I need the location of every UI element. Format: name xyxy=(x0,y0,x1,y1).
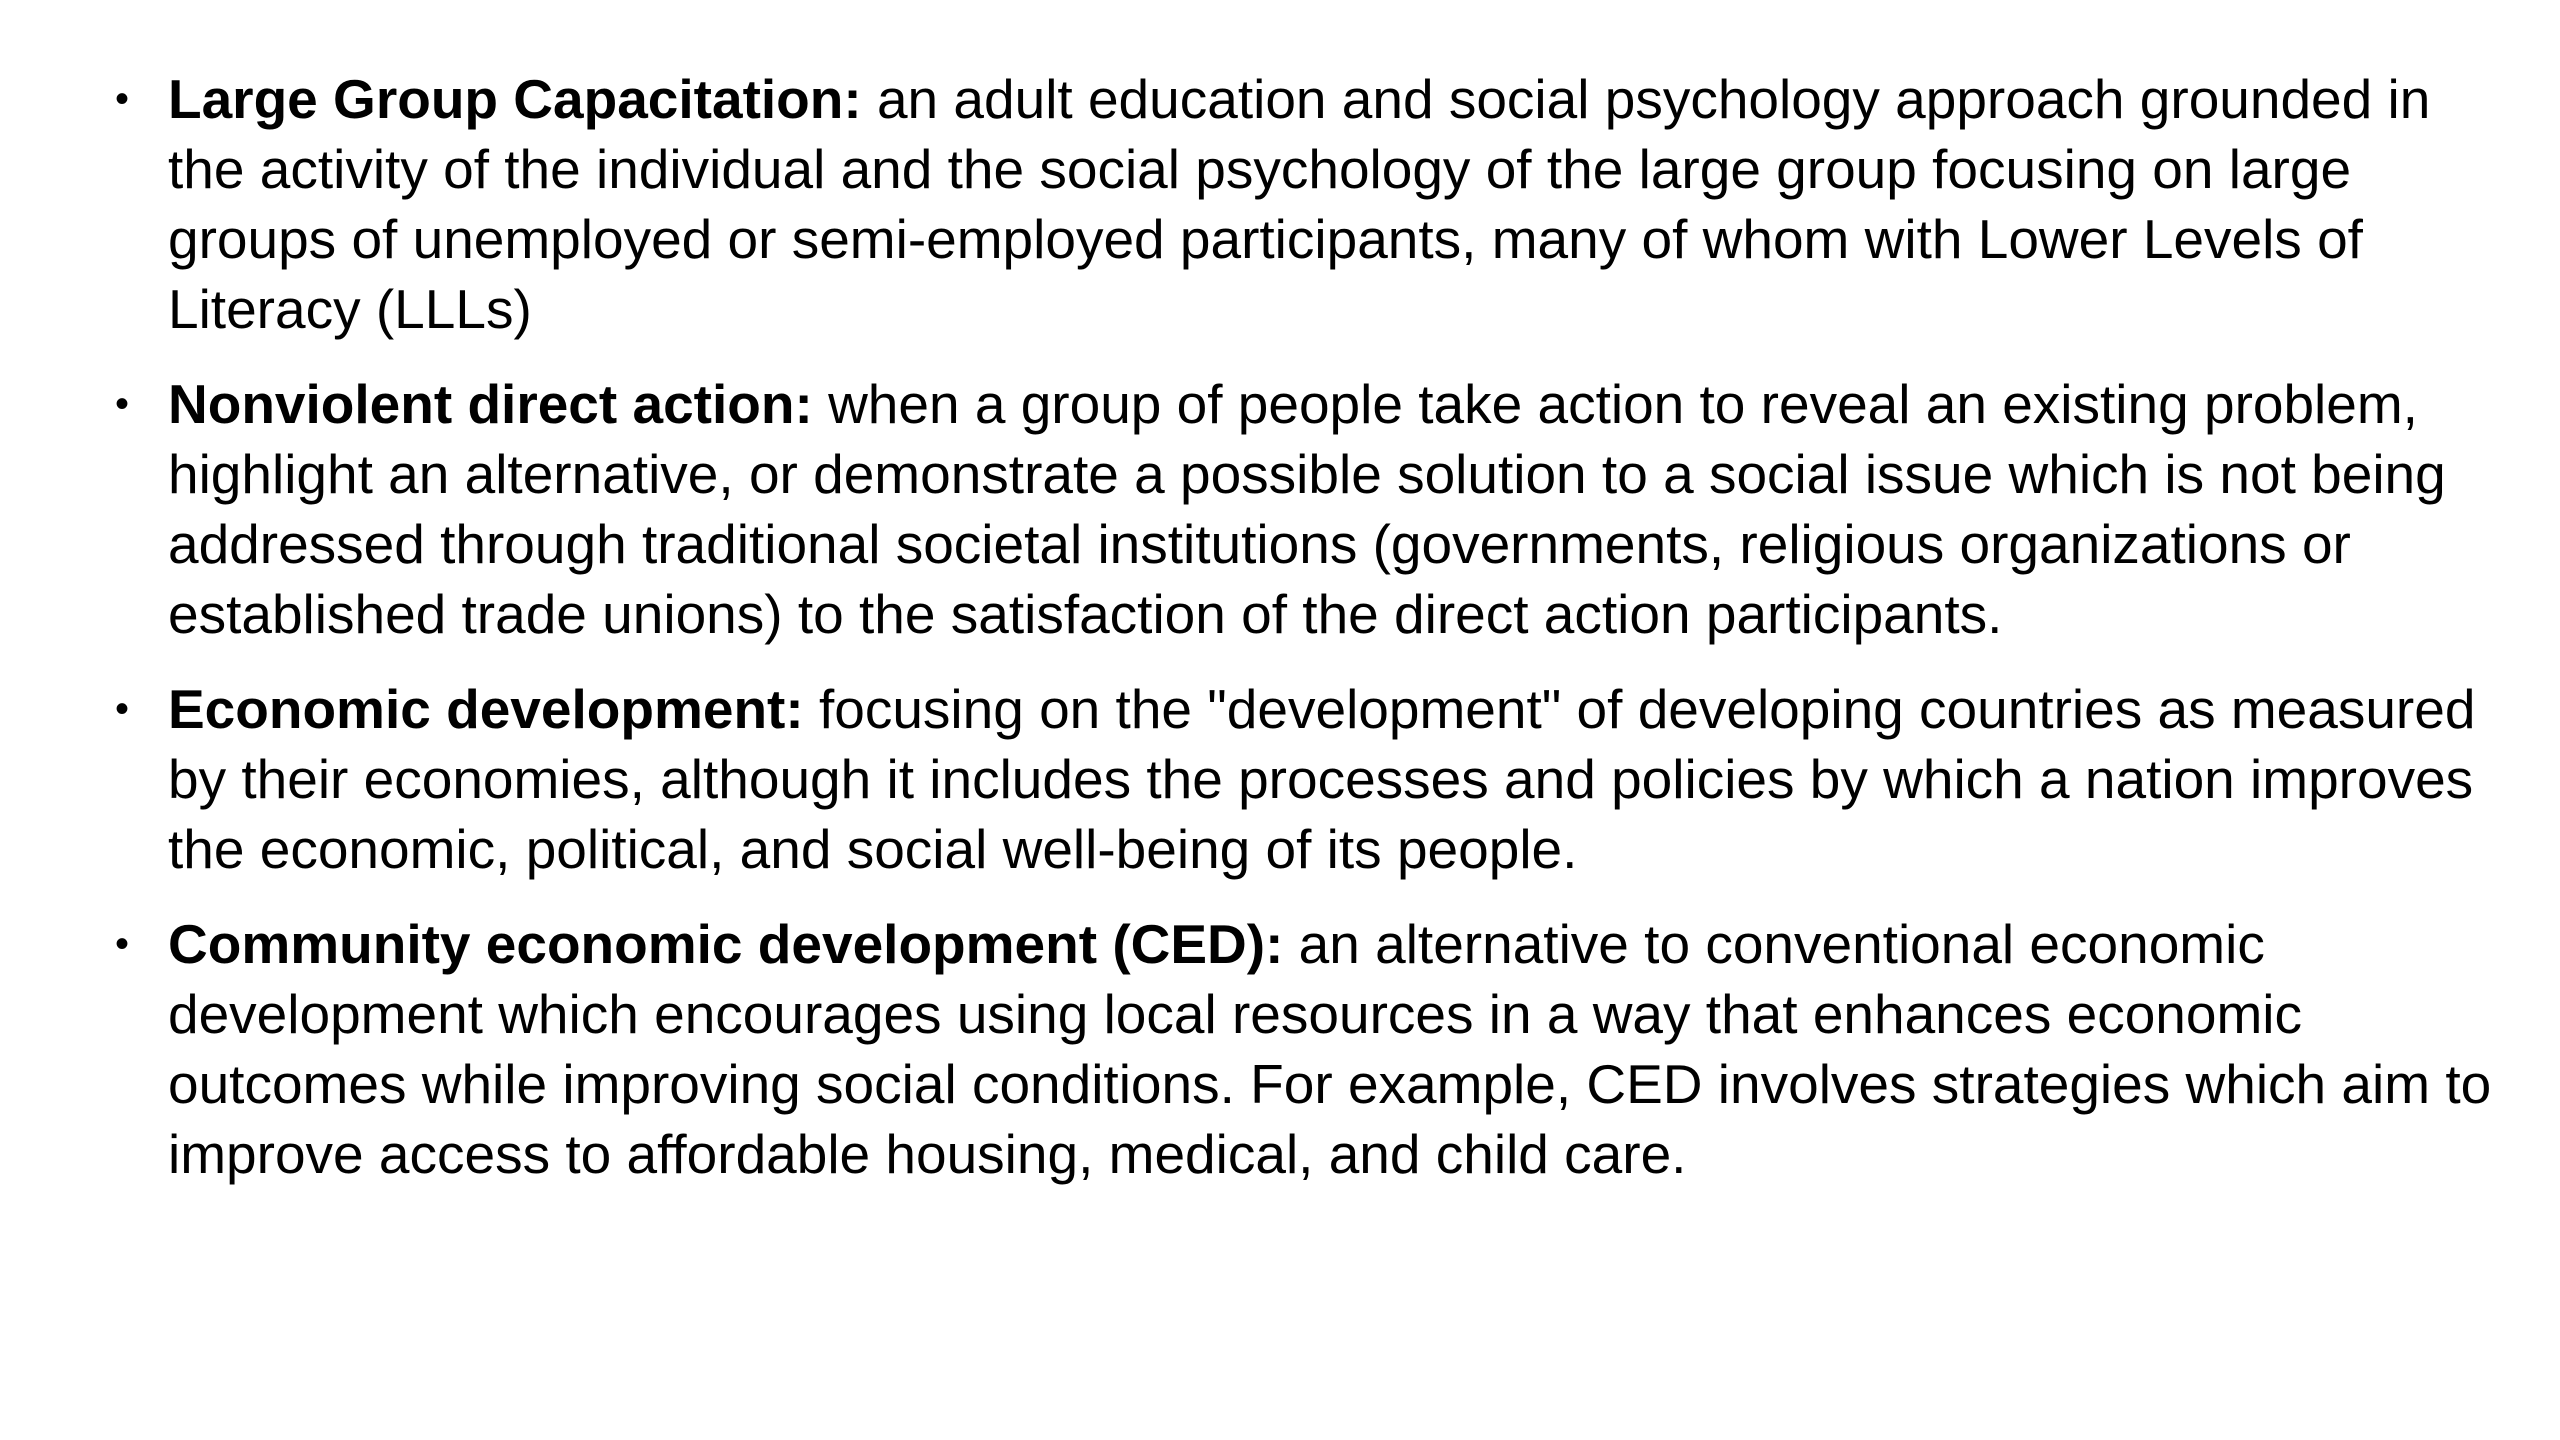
bullet-term: Nonviolent direct action: xyxy=(168,373,813,435)
bullet-dot-icon: • xyxy=(115,687,130,731)
bullet-term: Community economic development (CED): xyxy=(168,913,1284,975)
bullet-dot-icon: • xyxy=(115,382,130,426)
bullet-dot-icon: • xyxy=(115,922,130,966)
bullet-definition: focusing on the "development" of developing countries as measured by their economies, although it includes the processes and policies by which a nation improves the economic, political, and social well-being of its people. xyxy=(168,678,2476,880)
bullet-item-nonviolent-direct-action xyxy=(110,369,2520,649)
bullet-item-economic-development xyxy=(110,674,2520,884)
bullet-item-community-economic-development xyxy=(110,909,2520,1189)
bullet-definition: an alternative to conventional economic development which encourages using local resources in a way that enhances economic outcomes while improving social conditions. For example, CED involves strategies which aim to improve access to affordable housing, medical, and child care. xyxy=(168,913,2492,1185)
bullet-dot-icon: • xyxy=(115,77,130,121)
bullet-definition: an adult education and social psychology approach grounded in the activity of the individual and the social psychology of the large group focusing on large groups of unemployed or semi-employed participants, many of whom with Lower Levels of Literacy (LLLs) xyxy=(168,68,2431,340)
bullet-list xyxy=(110,64,2520,1189)
bullet-definition: when a group of people take action to reveal an existing problem, highlight an alternative, or demonstrate a possible solution to a social issue which is not being addressed through traditional societal institutions (governments, religious organizations or established trade unions) to the satisfaction of the direct action participants. xyxy=(168,373,2446,645)
bullet-term: Economic development: xyxy=(168,678,804,740)
bullet-term: Large Group Capacitation: xyxy=(168,68,862,130)
bullet-item-large-group-capacitation xyxy=(110,64,2520,344)
